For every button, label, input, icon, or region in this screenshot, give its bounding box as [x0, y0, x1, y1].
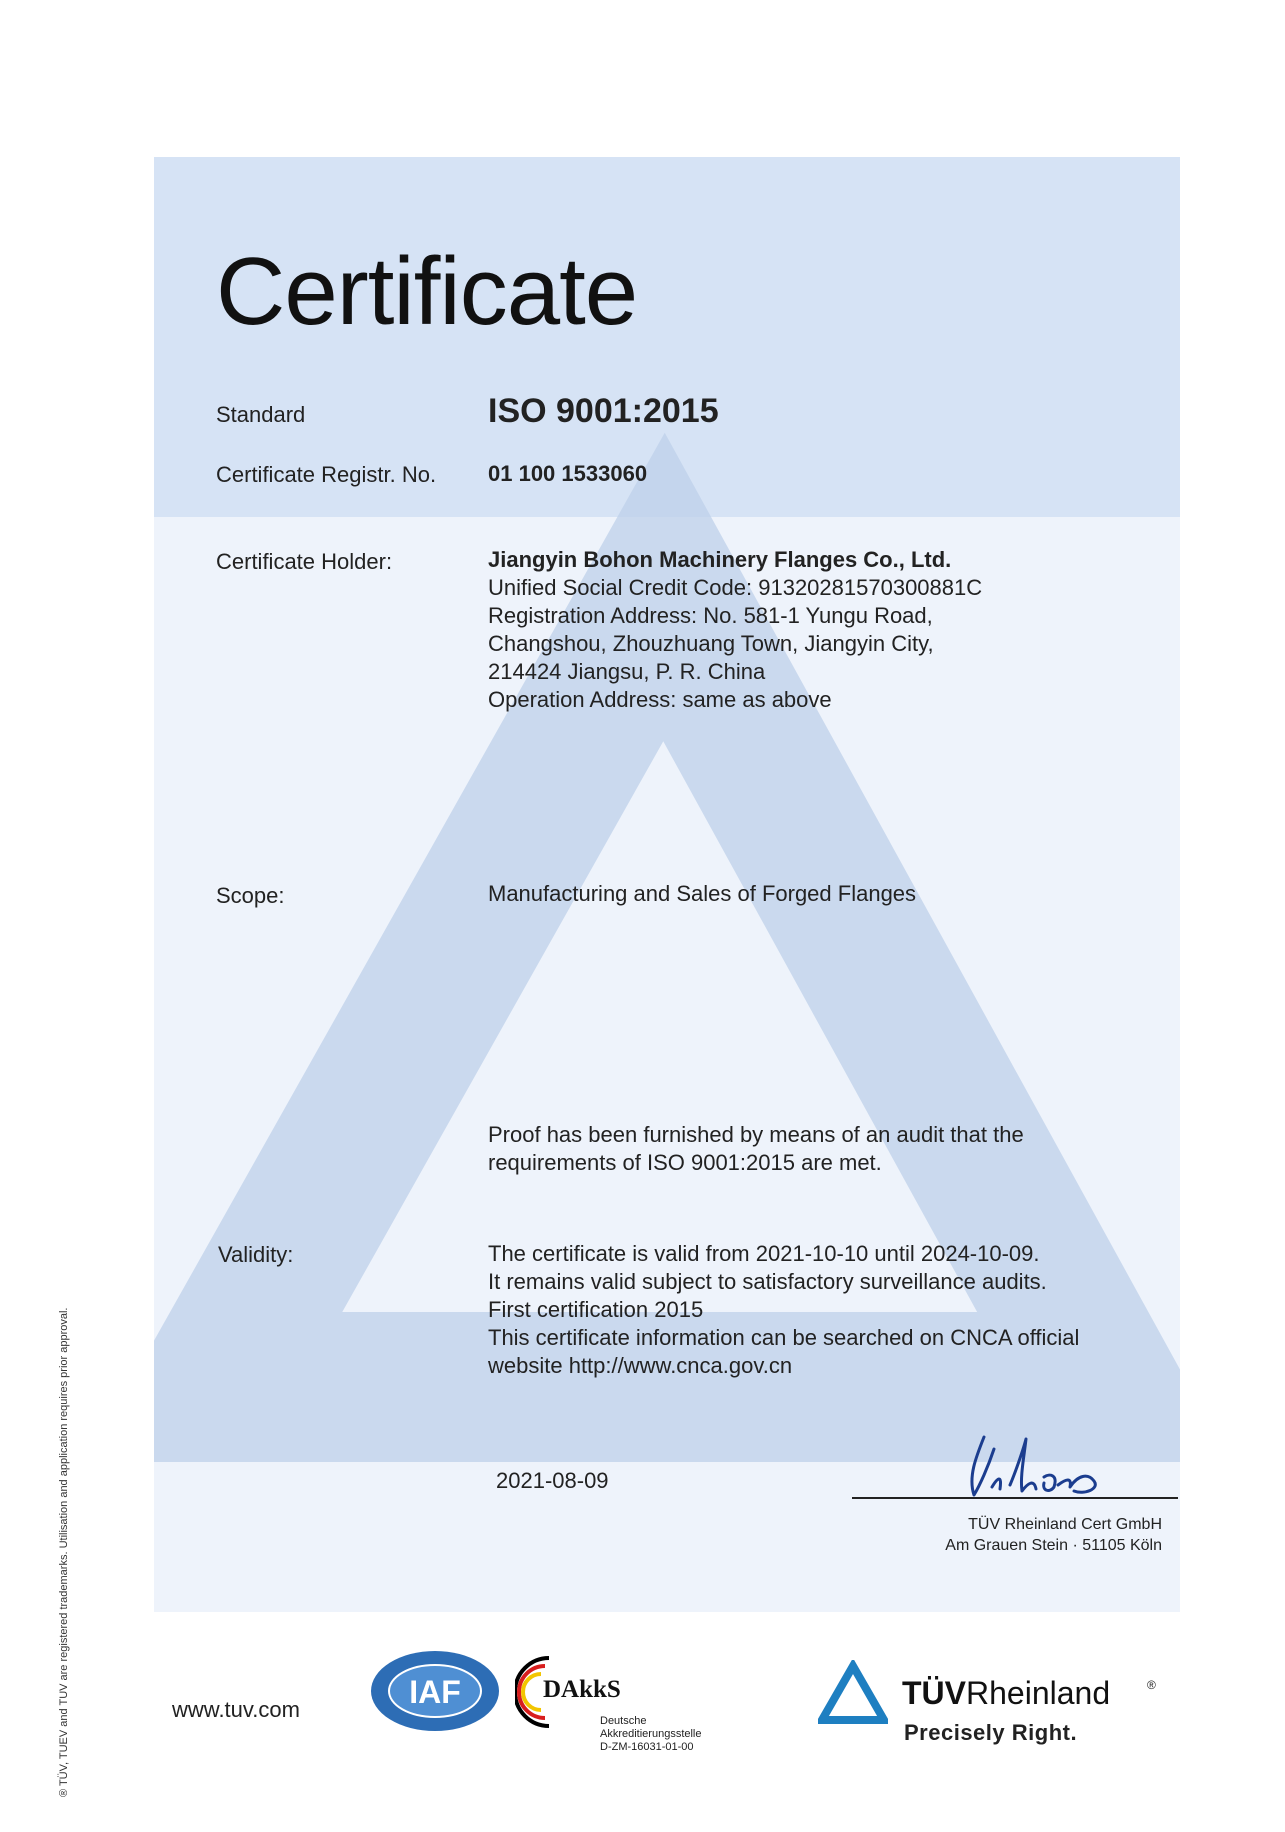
validity-line: First certification 2015 — [488, 1297, 704, 1322]
holder-address-line: Changshou, Zhouzhuang Town, Jiangyin City, — [488, 631, 934, 656]
standard-value: ISO 9001:2015 — [488, 392, 719, 430]
scope-value: Manufacturing and Sales of Forged Flanges — [488, 881, 917, 906]
holder-name: Jiangyin Bohon Machinery Flanges Co., Ltd. — [488, 547, 952, 572]
proof-line: Proof has been furnished by means of an audit that the — [488, 1122, 1024, 1147]
tuv-brand-bold: TÜV — [902, 1675, 966, 1711]
holder-block — [488, 546, 982, 714]
validity-line: This certificate information can be searched on CNCA official — [488, 1325, 1080, 1350]
validity-block — [488, 1240, 1079, 1380]
dakks-details — [600, 1715, 702, 1754]
validity-line: It remains valid subject to satisfactory surveillance audits. — [488, 1269, 1047, 1294]
dakks-name: DAkkS — [543, 1676, 621, 1703]
holder-address-line: 214424 Jiangsu, P. R. China — [488, 659, 766, 684]
holder-address-line: Registration Address: No. 581-1 Yungu Road, — [488, 603, 933, 628]
certificate-panel — [154, 157, 1180, 1612]
trademark-note: ® TÜV, TUEV and TUV are registered trademarks. Utilisation and application requires prior approval. — [58, 1307, 70, 1797]
registr-value: 01 100 1533060 — [488, 461, 648, 486]
signature-icon — [954, 1427, 1134, 1507]
holder-credit-code: Unified Social Credit Code: 91320281570300881C — [488, 575, 983, 600]
holder-label: Certificate Holder: — [216, 549, 393, 574]
dakks-line: Deutsche — [600, 1715, 647, 1727]
dakks-line: D-ZM-16031-01-00 — [600, 1741, 694, 1753]
tuv-tagline: Precisely Right. — [904, 1720, 1078, 1745]
issuer-name: TÜV Rheinland Cert GmbH — [968, 1516, 1162, 1533]
validity-label: Validity: — [218, 1242, 294, 1267]
issuer-block — [945, 1514, 1162, 1556]
tuv-registered-mark: ® — [1147, 1678, 1156, 1692]
proof-line: requirements of ISO 9001:2015 are met. — [488, 1150, 882, 1175]
validity-line: The certificate is valid from 2021-10-10 until 2024-10-09. — [488, 1241, 1040, 1266]
iaf-logo-icon — [368, 1649, 502, 1733]
scope-label: Scope: — [216, 883, 285, 908]
holder-operation-address: Operation Address: same as above — [488, 687, 832, 712]
dakks-line: Akkreditierungsstelle — [600, 1728, 702, 1740]
proof-block — [488, 1121, 1024, 1177]
signature-line — [852, 1497, 1178, 1499]
iaf-text: IAF — [409, 1674, 461, 1710]
footer-website: www.tuv.com — [172, 1697, 300, 1722]
issuer-address: Am Grauen Stein · 51105 Köln — [945, 1537, 1162, 1554]
tuv-brand-rest: Rheinland — [966, 1675, 1111, 1711]
standard-label: Standard — [216, 402, 306, 427]
issue-date: 2021-08-09 — [496, 1468, 609, 1493]
tuv-triangle-icon — [818, 1660, 888, 1724]
registr-label: Certificate Registr. No. — [216, 462, 437, 487]
certificate-title: Certificate — [216, 238, 638, 345]
tuv-brand — [902, 1675, 1110, 1712]
validity-line: website http://www.cnca.gov.cn — [488, 1353, 793, 1378]
